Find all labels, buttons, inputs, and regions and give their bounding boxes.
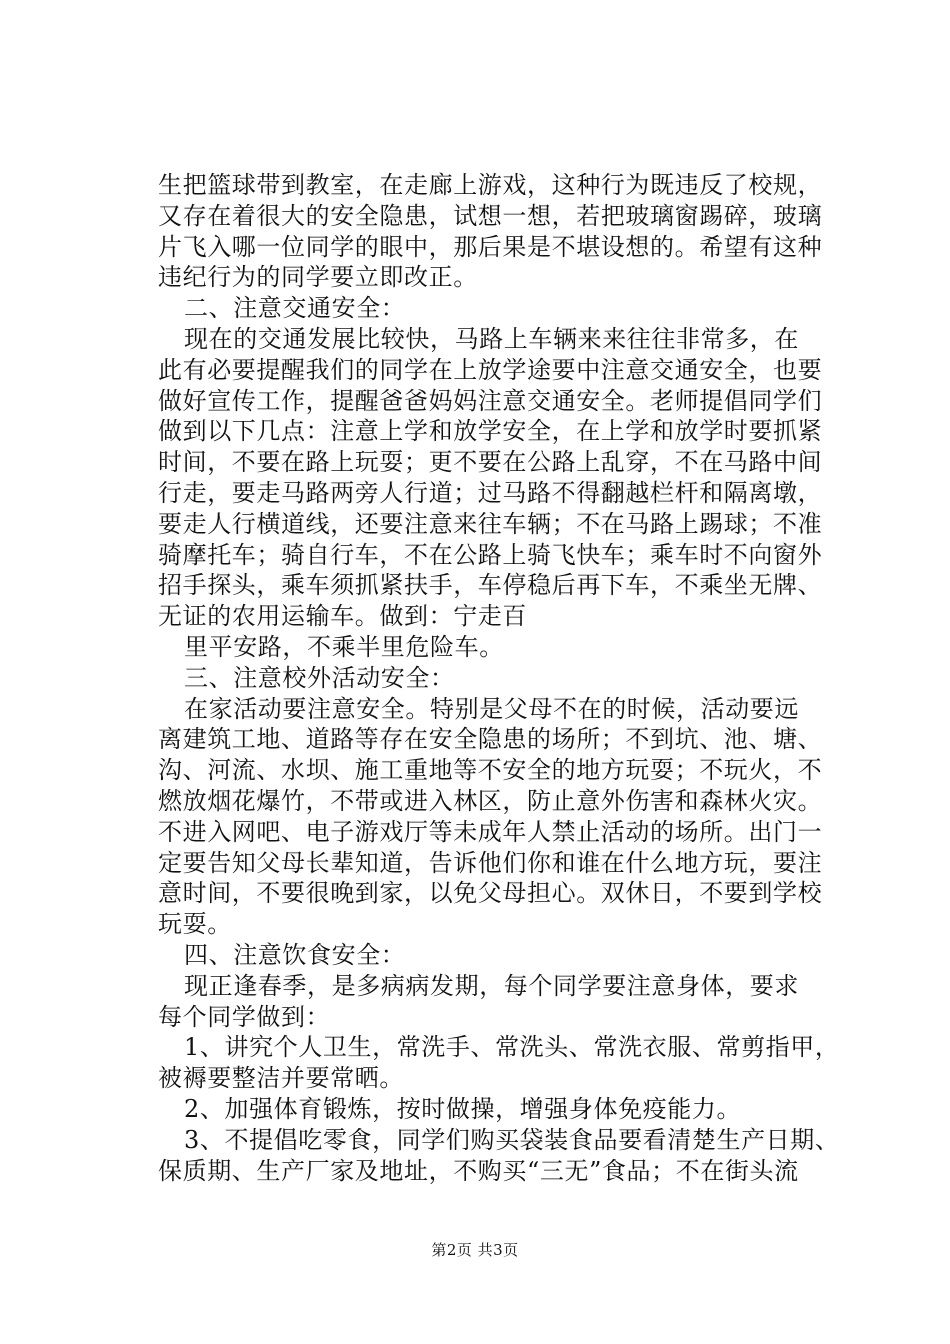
text-line: 又存在着很大的安全隐患，试想一想，若把玻璃窗踢碎，玻璃 bbox=[158, 201, 823, 230]
text-line: 无证的农用运输车。做到：宁走百 bbox=[158, 602, 527, 631]
text-line: 定要告知父母长辈知道，告诉他们你和谁在什么地方玩，要注 bbox=[158, 848, 823, 877]
text-line: 玩耍。 bbox=[158, 910, 232, 939]
text-line: 招手探头，乘车须抓紧扶手，车停稳后再下车，不乘坐无牌、 bbox=[158, 571, 823, 600]
text-line: 3、不提倡吃零食，同学们购买袋装食品要看清楚生产日期、 bbox=[184, 1125, 840, 1154]
text-line: 四、注意饮食安全： bbox=[184, 940, 406, 969]
text-line: 生把篮球带到教室，在走廊上游戏，这种行为既违反了校规， bbox=[158, 171, 823, 199]
text-line: 骑摩托车；骑自行车，不在公路上骑飞快车；乘车时不向窗外 bbox=[158, 540, 823, 569]
text-line: 此有必要提醒我们的同学在上放学途要中注意交通安全，也要 bbox=[158, 355, 823, 384]
text-line: 要走人行横道线，还要注意来往车辆；不在马路上踢球；不准 bbox=[158, 509, 823, 538]
text-line: 做好宣传工作，提醒爸爸妈妈注意交通安全。老师提倡同学们 bbox=[158, 386, 823, 415]
text-line: 保质期、生产厂家及地址，不购买“三无”食品；不在街头流 bbox=[158, 1156, 799, 1185]
page-number-footer: 第2页 共3页 bbox=[431, 1241, 519, 1259]
text-line: 1、讲究个人卫生，常洗手、常洗头、常洗衣服、常剪指甲， bbox=[184, 1033, 840, 1062]
text-line: 燃放烟花爆竹，不带或进入林区，防止意外伤害和森林火灾。 bbox=[158, 786, 823, 815]
text-line: 离建筑工地、道路等存在安全隐患的场所；不到坑、池、塘、 bbox=[158, 725, 823, 754]
text-line: 现正逢春季，是多病病发期，每个同学要注意身体，要求 bbox=[184, 971, 799, 1000]
text-line: 里平安路，不乘半里危险车。 bbox=[184, 632, 504, 661]
text-line: 做到以下几点：注意上学和放学安全，在上学和放学时要抓紧 bbox=[158, 417, 823, 446]
text-line: 二、注意交通安全： bbox=[184, 294, 406, 323]
text-line: 行走，要走马路两旁人行道；过马路不得翻越栏杆和隔离墩， bbox=[158, 478, 823, 507]
text-line: 现在的交通发展比较快，马路上车辆来来往往非常多，在 bbox=[184, 324, 799, 353]
text-line: 片飞入哪一位同学的眼中，那后果是不堪设想的。希望有这种 bbox=[158, 232, 823, 261]
text-line: 意时间，不要很晚到家，以免父母担心。双休日，不要到学校 bbox=[158, 879, 823, 908]
text-line: 三、注意校外活动安全： bbox=[184, 663, 455, 692]
text-line: 在家活动要注意安全。特别是父母不在的时候，活动要远 bbox=[184, 694, 799, 723]
document-body bbox=[158, 170, 838, 1186]
text-line: 被褥要整洁并要常晒。 bbox=[158, 1064, 404, 1093]
text-line: 时间，不要在路上玩耍；更不要在公路上乱穿，不在马路中间 bbox=[158, 448, 823, 477]
text-line: 每个同学做到： bbox=[158, 1002, 331, 1031]
text-line: 不进入网吧、电子游戏厅等未成年人禁止活动的场所。出门一 bbox=[158, 817, 823, 846]
text-line: 沟、河流、水坝、施工重地等不安全的地方玩耍；不玩火，不 bbox=[158, 756, 823, 785]
text-line: 2、加强体育锻炼，按时做操，增强身体免疫能力。 bbox=[184, 1094, 742, 1123]
text-line: 违纪行为的同学要立即改正。 bbox=[158, 263, 478, 292]
